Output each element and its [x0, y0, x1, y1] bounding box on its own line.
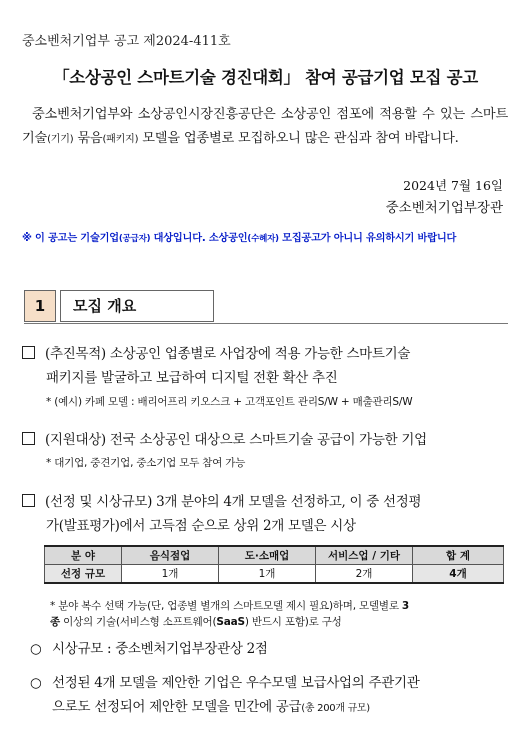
item-scale [22, 490, 508, 538]
intro-text: 중소벤처기업부와 소상공인시장진흥공단은 소상공인 점포에 적용할 수 있는 스마트기술 [22, 107, 508, 146]
purpose-text-line1: (추진목적) 소상공인 업종별로 사업장에 적용 가능한 스마트기술 [45, 346, 411, 362]
notice-number: 중소벤처기업부 공고 제2024-411호 [22, 34, 231, 49]
table-row [45, 565, 504, 584]
table-note-text-3: ) 반드시 포함)로 구성 [244, 616, 342, 628]
intro-text-2: 묶음 [73, 131, 103, 146]
table-header-row [45, 546, 504, 565]
item-purpose [22, 342, 508, 410]
table-note [50, 598, 506, 630]
scale-text-line2: 가(발표평가)에서 고득점 순으로 상위 2개 모델은 시상 [46, 518, 356, 534]
intro-package: (패키지) [102, 134, 139, 145]
checkbox-square-icon [22, 494, 35, 507]
table-row-label: 선정 규모 [45, 565, 122, 584]
award-text: 시상규모 : 중소벤처기업부장관상 2점 [52, 641, 268, 657]
intro-text-3: 모델을 업종별로 모집하오니 많은 관심과 참여 바랍니다. [138, 131, 459, 146]
circle-bullet-icon: ○ [30, 675, 42, 691]
selected-text-line1: 선정된 4개 모델을 제안한 기업은 우수모델 보급사업의 주관기관 [52, 675, 420, 691]
table-note-count: 3 [401, 600, 410, 612]
bullet-selected [30, 671, 508, 721]
warning-beneficiary: (수혜자) [247, 234, 279, 244]
warning-supplier: (공급자) [118, 234, 151, 244]
table-note-text-2: 이상의 기술(서비스형 소프트웨어( [59, 616, 217, 628]
section-header [24, 290, 210, 322]
checkbox-square-icon [22, 432, 35, 445]
issuing-agency: 중소벤처기업부장관 [385, 200, 503, 216]
table-header-cell: 도·소매업 [219, 546, 316, 565]
section-number: 1 [24, 290, 56, 322]
table-cell: 1개 [122, 565, 219, 584]
bullet-award [30, 637, 508, 661]
warning-text-2: 대상입니다. 소상공인 [150, 233, 248, 244]
purpose-text-line2: 패키지를 발굴하고 보급하여 디지털 전환 확산 추진 [46, 370, 338, 386]
purpose-note: * (예시) 카페 모델 : 배리어프리 키오스크 + 고객포인트 관리S/W + 매출관리S/W [46, 396, 413, 408]
selected-scale-note: (총 200개 규모) [301, 703, 370, 714]
target-text-line1: (지원대상) 전국 소상공인 대상으로 스마트기술 공급이 가능한 기업 [45, 432, 427, 448]
table-header-cell: 합 계 [413, 546, 504, 565]
table-header-cell: 음식점업 [122, 546, 219, 565]
table-note-saas: SaaS [216, 616, 245, 628]
target-note: * 대기업, 중견기업, 중소기업 모두 참여 가능 [46, 457, 246, 469]
table-note-text-1: * 분야 복수 선택 가능(단, 업종별 별개의 스마트모델 제시 필요)하며, 모델별로 [50, 600, 402, 612]
scale-text-line1: (선정 및 시상규모) 3개 분야의 4개 모델을 선정하고, 이 중 선정평 [45, 494, 422, 510]
intro-paragraph [22, 103, 508, 152]
item-target [22, 428, 508, 471]
checkbox-square-icon [22, 346, 35, 359]
table-total-cell: 4개 [413, 565, 504, 584]
table-note-unit: 종 [50, 616, 60, 628]
section-title: 모집 개요 [60, 290, 214, 322]
notice-date: 2024년 7월 16일 [403, 178, 503, 193]
table-cell: 2개 [316, 565, 413, 584]
table-cell: 1개 [219, 565, 316, 584]
intro-gigi: (기기) [47, 134, 74, 145]
warning-text-3: 모집공고가 아니니 유의하시기 바랍니다 [278, 233, 457, 244]
selection-table [44, 545, 504, 584]
table-header-cell: 서비스업 / 기타 [316, 546, 413, 565]
warning-notice [22, 231, 508, 247]
section-underline [24, 323, 508, 324]
table-header-cell: 분 야 [45, 546, 122, 565]
circle-bullet-icon: ○ [30, 641, 42, 657]
selected-text-line2: 으로도 선정되어 제안한 모델을 민간에 공급 [52, 699, 302, 715]
page-title: 「소상공인 스마트기술 경진대회」 참여 공급기업 모집 공고 [53, 68, 478, 87]
warning-text-1: ※ 이 공고는 기술기업 [22, 233, 119, 244]
